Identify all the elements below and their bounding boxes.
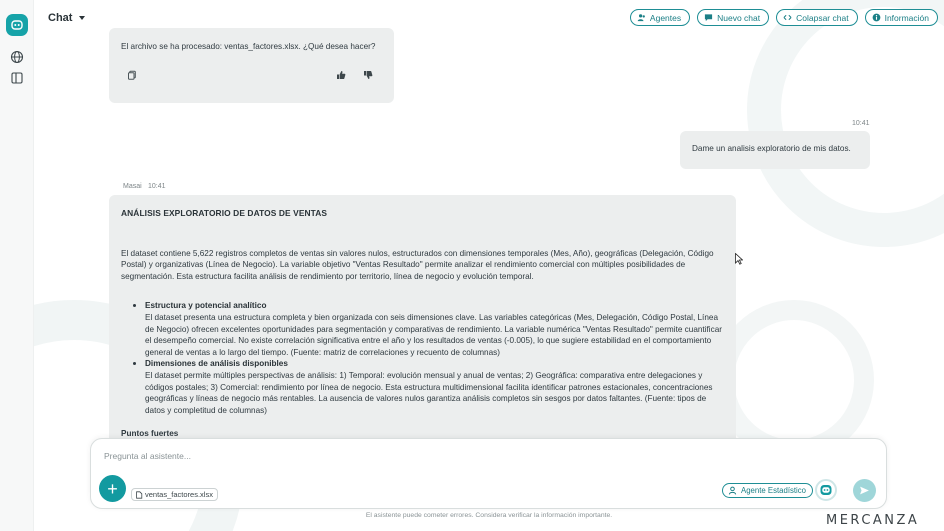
ai-message-analysis xyxy=(109,195,736,455)
collapse-icon xyxy=(783,13,792,22)
sidebar-rail xyxy=(0,0,34,531)
users-icon xyxy=(637,13,646,22)
send-button[interactable] xyxy=(853,479,876,502)
globe-icon[interactable] xyxy=(9,49,25,65)
app-logo-icon[interactable] xyxy=(6,14,28,36)
list-item xyxy=(145,300,724,358)
panel-icon[interactable] xyxy=(9,70,25,86)
chat-input[interactable] xyxy=(104,449,704,463)
attached-file-chip[interactable] xyxy=(131,488,218,501)
chevron-down-icon xyxy=(79,16,85,20)
add-attachment-button[interactable] xyxy=(99,475,126,502)
agent-selector-button[interactable] xyxy=(722,483,813,498)
bot-icon xyxy=(819,483,833,497)
collapse-chat-button-label: Colapsar chat xyxy=(796,12,849,23)
agent-avatar[interactable] xyxy=(815,479,837,501)
attached-file-name: ventas_factores.xlsx xyxy=(145,490,213,499)
analysis-section-heading: Puntos fuertes xyxy=(121,429,179,439)
bullet-heading: Estructura y potencial analítico xyxy=(145,301,267,311)
analysis-bullet-list xyxy=(121,300,724,416)
agents-button-label: Agentes xyxy=(649,12,682,23)
ai-message-text: El archivo se ha procesado: ventas_factores.xlsx. ¿Qué desea hacer? xyxy=(121,42,376,51)
ai-message-time: 10:41 xyxy=(148,183,166,190)
collapse-chat-button[interactable] xyxy=(776,9,857,26)
new-chat-button[interactable] xyxy=(697,9,769,26)
chat-icon xyxy=(704,13,713,22)
user-message-text: Dame un analisis exploratorio de mis datos. xyxy=(692,144,851,153)
info-button-label: Información xyxy=(884,12,929,23)
header-actions xyxy=(630,9,938,26)
thumbs-down-icon[interactable] xyxy=(363,70,373,80)
analysis-title: ANÁLISIS EXPLORATORIO DE DATOS DE VENTAS xyxy=(121,208,328,218)
ai-sender-name: Masai xyxy=(123,183,142,190)
copy-icon[interactable] xyxy=(127,70,137,80)
user-message xyxy=(680,131,870,169)
bullet-body: El dataset presenta una estructura completa y bien organizada con seis dimensiones clave. Las variables categóricas (Mes, Delegación, Código Postal, Línea de Negocio) ofrecen excelentes oportunidades para segmentación y comparativas de rendimiento. La variable numérica "Ventas Resultado" permite cuantificar el desempeño comercial. No existe correlación significativa entre el año y los resultados de ventas (-0.005), lo que sugiere estabilidad en el comportamiento general de ventas a lo largo del tiempo. (Fuente: matriz de correlaciones y recuento de columnas) xyxy=(145,312,722,357)
list-item xyxy=(145,358,724,416)
plus-icon: + xyxy=(107,478,118,499)
mouse-cursor-icon xyxy=(735,253,743,265)
disclaimer-text: El asistente puede cometer errores. Considera verificar la información importante. xyxy=(365,512,613,519)
chat-title-dropdown[interactable] xyxy=(48,11,85,25)
new-chat-button-label: Nuevo chat xyxy=(717,12,761,23)
bullet-heading: Dimensiones de análisis disponibles xyxy=(145,359,288,369)
thumbs-up-icon[interactable] xyxy=(336,70,346,80)
info-icon xyxy=(872,13,881,22)
send-icon xyxy=(859,485,870,496)
user-message-time: 10:41 xyxy=(852,120,870,127)
analysis-intro: El dataset contiene 5,622 registros completos de ventas sin valores nulos, estructurados con dimensiones temporales (Mes, Año), geográficas (Delegación, Código Postal) y organizativas (Línea de Negocio). La variable objetivo "Ventas Resultado" permite analizar el rendimiento comercial con múltiples posibilidades de segmentación. Esta estructura facilita análisis de rendimiento por territorio, línea de negocio y evolución temporal. xyxy=(121,248,714,281)
page-title: Chat xyxy=(48,12,73,24)
brand-logo: MERCANZA xyxy=(826,513,920,528)
file-icon xyxy=(135,491,143,499)
bullet-body: El dataset permite múltiples perspectivas de análisis: 1) Temporal: evolución mensual y anual de ventas; 2) Geográfica: comparativa entre delegaciones y códigos postales; 3) Comercial: rendimiento por línea de negocio. Esta estructura multidimensional facilita identificar patrones estacionales, concentraciones geográficas y líneas de negocio más rentables. La ausencia de valores nulos garantiza análisis completos sin sesgos por datos faltantes. (Fuente: tipos de datos y completitud de columnas) xyxy=(145,370,713,415)
info-button[interactable] xyxy=(865,9,938,26)
ai-message-file-processed xyxy=(109,28,394,103)
user-icon xyxy=(728,486,737,495)
agents-button[interactable] xyxy=(630,9,690,26)
chat-composer xyxy=(90,438,887,509)
agent-selector-label: Agente Estadístico xyxy=(741,486,807,495)
